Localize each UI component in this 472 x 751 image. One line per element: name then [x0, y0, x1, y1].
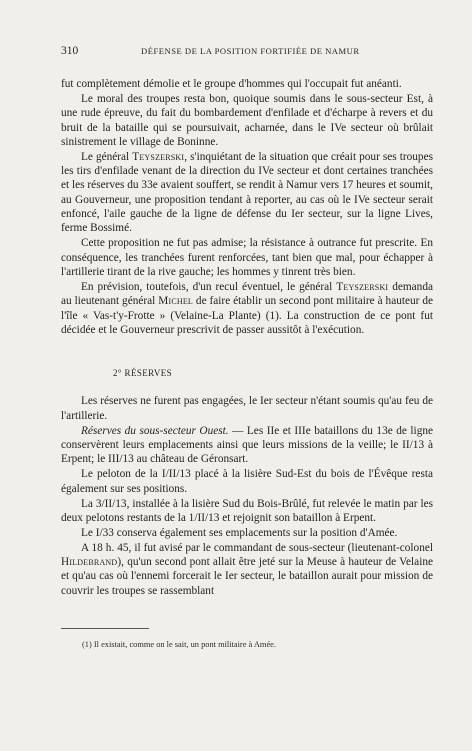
footnote: (1) Il existait, comme on le sait, un pont militaire à Amée.: [82, 640, 276, 649]
running-title: DÉFENSE DE LA POSITION FORTIFIÉE DE NAMUR: [141, 46, 360, 56]
paragraph: fut complètement démolie et le groupe d'hommes qui l'occupait fut anéanti.: [61, 78, 402, 90]
text-run: Le général: [81, 150, 133, 163]
text-run: — Les IIe et IIIe bataillons du 13e de ligne conservèrent leurs emplacements ainsi que leurs missions de la veille; le II/13 à Erpent; le III/13 au château de Géronsart.: [61, 424, 433, 466]
paragraph: Cette proposition ne fut pas admise; la résistance à outrance fut prescrite. En conséquence, les tranchées furent renforcées, tant bien que mal, pour échapper à l'artillerie tirant de la rive gauche; les hommes y tinrent très bien.: [61, 237, 433, 278]
text-run: de faire établir un second pont militaire à hauteur de l'île « Vas-t'y-Frotte » (Velaine-La Plante) (1). La construction de ce pont fut décidée et le Gouverneur prescrivit de passer aussitôt à l'exécution.: [61, 295, 433, 336]
paragraph: Le moral des troupes resta bon, quoique soumis dans le sous-secteur Est, à une rude épreuve, du fait du bombardement d'enfilade et d'écharpe à revers et du bruit de la bataille qui se poursuivait, acharnée, dans le IVe secteur où brûlait sinistrement le village de Boninne.: [61, 92, 433, 148]
paragraph: Le peloton de la I/II/13 placé à la lisière Sud-Est du bois de l'Évêque resta également sur ses positions.: [61, 468, 433, 495]
italic-subheading: Réserves du sous-secteur Ouest.: [81, 424, 229, 437]
person-name: Michel: [158, 295, 194, 308]
text-run: A 18 h. 45, il fut avisé par le commandant de sous-secteur (lieutenant-colonel: [81, 541, 433, 554]
person-name: Teyszerski: [336, 280, 389, 293]
text-run: , s'inquiétant de la situation que créait pour ses troupes les tirs d'enfilade venant de la direction du IVe secteur et dont certaines tranchées et les réserves du 33e avaient souffert, se rendit à Namur vers 17 heures et soumit, au Gouverneur, une proposition tendant à reporter, au cas où le IVe secteur serait enfoncé, l'aile gauche de la ligne de défense du Ier secteur, sur la ligne Lives, ferme Bossimé.: [61, 150, 433, 235]
paragraph: Les réserves ne furent pas engagées, le Ier secteur n'étant soumis qu'au feu de l'artillerie.: [61, 395, 433, 422]
body-text: [61, 77, 433, 599]
text-run: En prévision, toutefois, d'un recul éventuel, le général: [81, 280, 337, 293]
person-name: Teyszerski: [132, 150, 185, 163]
section-heading: 2° RÉSERVES: [113, 368, 173, 379]
paragraph: La 3/II/13, installée à la lisière Sud du Bois-Brûlé, fut relevée le matin par les deux pelotons restants de la 1/II/13 et rejoignit son bataillon à Erpent.: [61, 497, 433, 524]
page-number: 310: [61, 45, 79, 57]
text-run: demanda au lieutenant général: [61, 280, 433, 308]
page-header: [61, 45, 433, 59]
footnote-divider: [61, 628, 149, 629]
paragraph: [61, 541, 433, 598]
person-name: Hildebrand: [61, 556, 118, 569]
paragraph: Le I/33 conserva également ses emplacements sur la position d'Amée.: [81, 526, 398, 539]
paragraph: [61, 424, 433, 467]
paragraph: [61, 280, 433, 337]
text-run: ), qu'un second pont allait être jeté sur la Meuse à hauteur de Velaine et qu'au cas où l'ennemi forcerait le Ier secteur, le bataillon aurait pour mission de couvrir les troupes se rassemblant: [61, 556, 433, 597]
paragraph: [61, 150, 433, 236]
